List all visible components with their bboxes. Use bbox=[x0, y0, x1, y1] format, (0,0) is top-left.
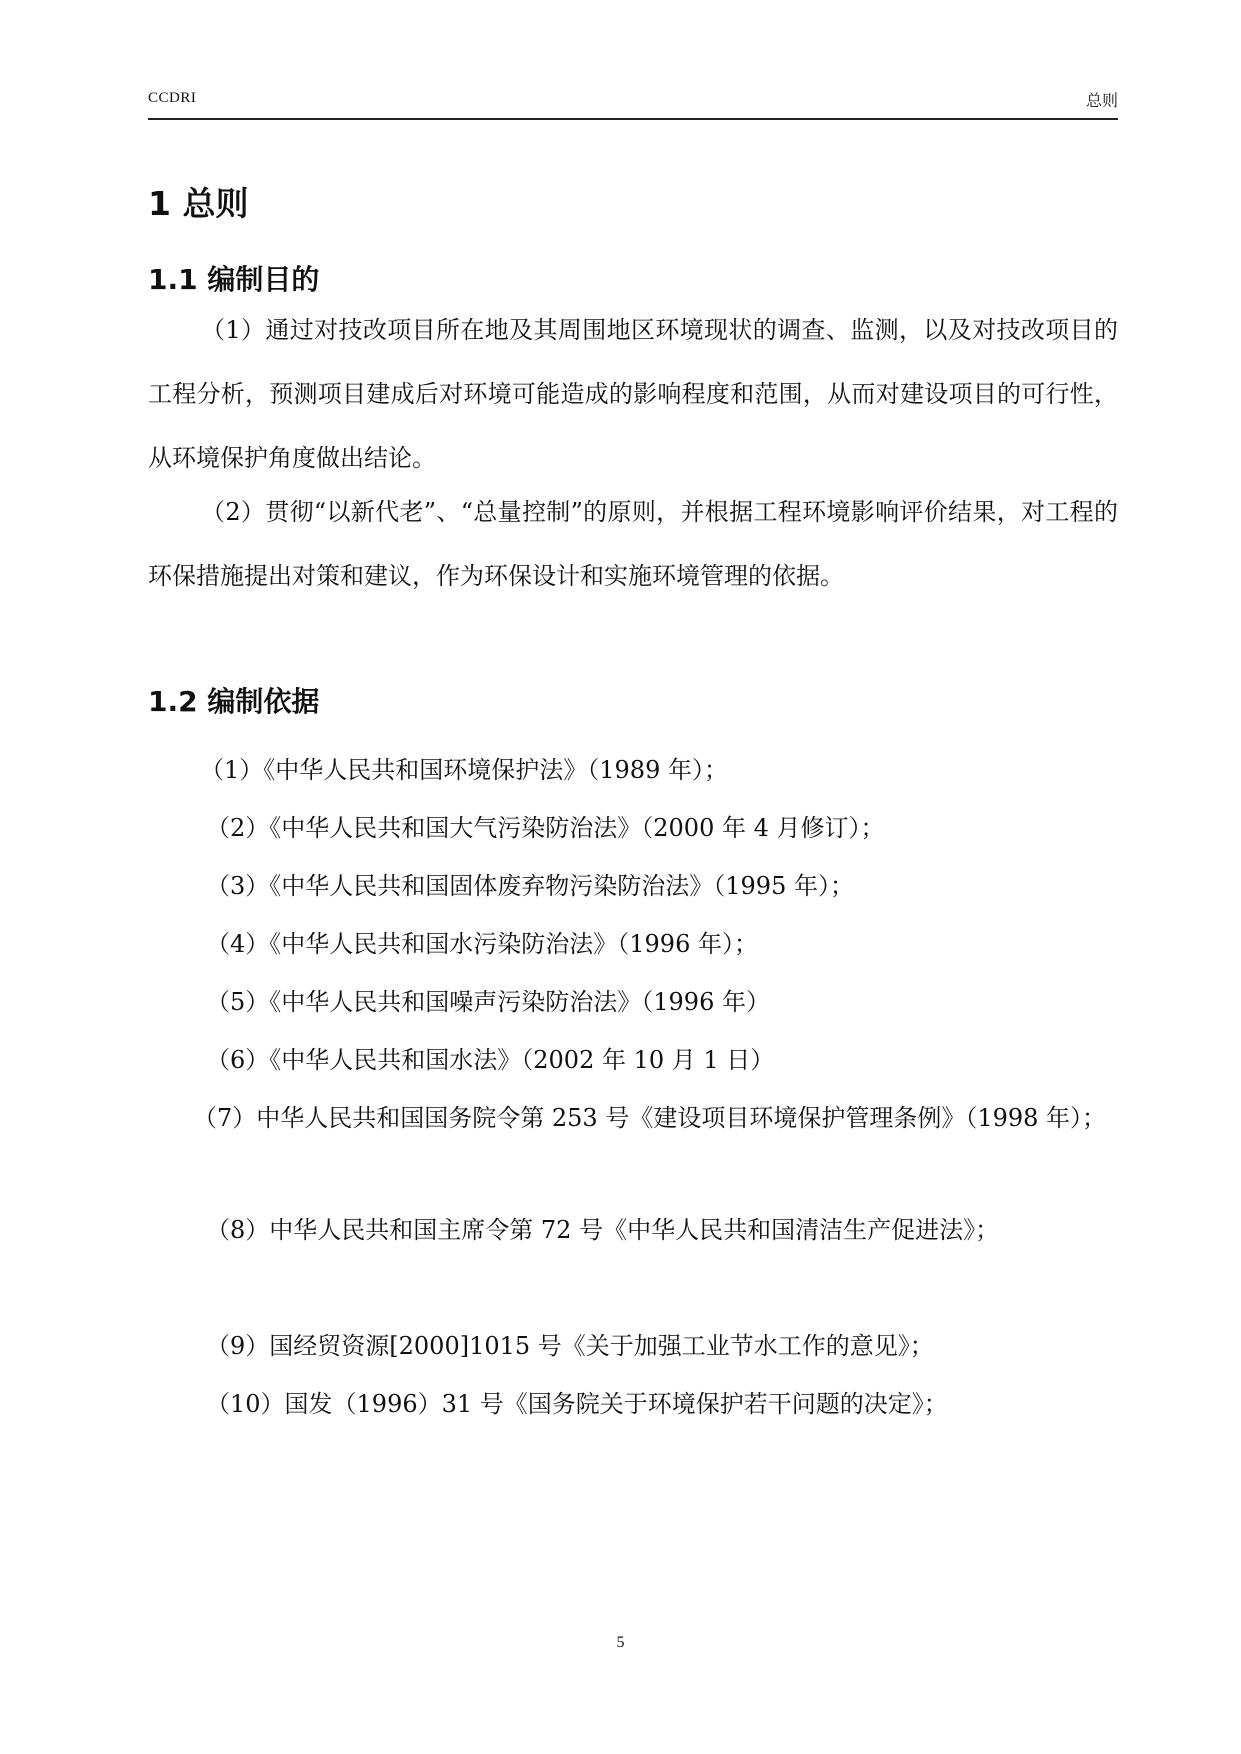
page-number: 5 bbox=[616, 1634, 625, 1651]
reference-item: （1）《中华人民共和国环境保护法》（1989 年）； bbox=[200, 756, 728, 784]
section-title-basis: 1.2 编制依据 bbox=[148, 685, 320, 718]
reference-item: （10）国发（1996）31 号《国务院关于环境保护若干问题的决定》； bbox=[206, 1390, 948, 1418]
header-org-name: CCDRI bbox=[148, 90, 197, 106]
purpose-paragraph-2: （2）贯彻“以新代老”、“总量控制”的原则，并根据工程环境影响评价结果，对工程的环保措施提出对策和建议，作为环保设计和实施环境管理的依据。 bbox=[148, 498, 1118, 590]
page-header bbox=[148, 88, 1118, 120]
reference-item: （7）中华人民共和国国务院令第 253 号《建设项目环境保护管理条例》（1998 年）； bbox=[193, 1104, 1107, 1132]
reference-item: （3）《中华人民共和国固体废弃物污染防治法》（1995 年）； bbox=[206, 872, 854, 900]
section-title-purpose: 1.1 编制目的 bbox=[148, 263, 320, 296]
header-chapter-name: 总则 bbox=[1085, 91, 1118, 110]
reference-item: （5）《中华人民共和国噪声污染防治法》（1996 年） bbox=[206, 988, 770, 1016]
chapter-title: 1 总则 bbox=[148, 184, 249, 223]
reference-item: （4）《中华人民共和国水污染防治法》（1996 年）； bbox=[206, 930, 758, 958]
purpose-paragraph-1: （1）通过对技改项目所在地及其周围地区环境现状的调查、监测，以及对技改项目的工程分析，预测项目建成后对环境可能造成的影响程度和范围，从而对建设项目的可行性，从环境保护角度做出结论。 bbox=[148, 316, 1118, 472]
reference-item: （6）《中华人民共和国水法》（2002 年 10 月 1 日） bbox=[206, 1046, 775, 1074]
reference-item: （2）《中华人民共和国大气污染防治法》（2000 年 4 月修订）； bbox=[206, 814, 885, 842]
reference-item: （8）中华人民共和国主席令第 72 号《中华人民共和国清洁生产促进法》； bbox=[206, 1216, 1000, 1244]
reference-item: （9）国经贸资源[2000]1015 号《关于加强工业节水工作的意见》； bbox=[206, 1332, 934, 1360]
